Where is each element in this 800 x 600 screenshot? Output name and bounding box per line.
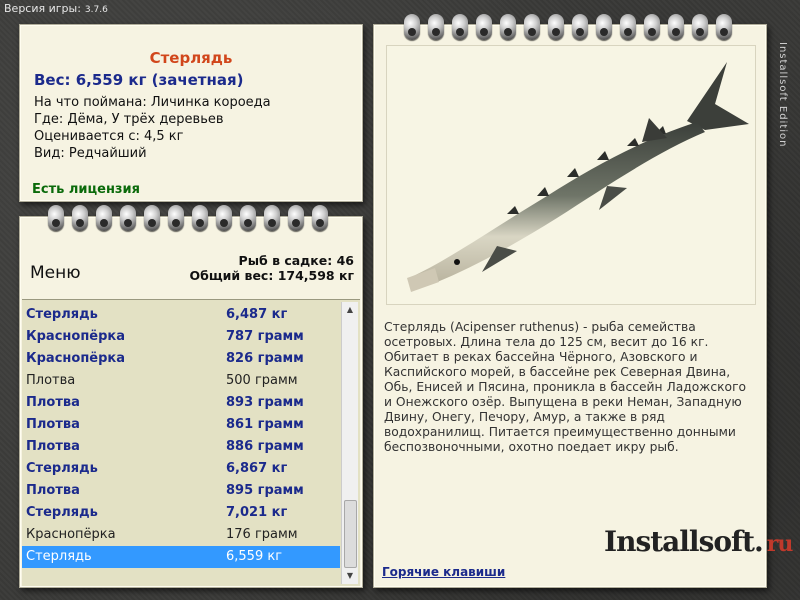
fish-weight: Вес: 6,559 кг (зачетная) bbox=[34, 71, 244, 89]
list-item[interactable] bbox=[22, 370, 340, 392]
fish-list[interactable] bbox=[22, 299, 360, 586]
spiral-ring-icon bbox=[548, 14, 564, 40]
spiral-ring-icon bbox=[620, 14, 636, 40]
list-item-selected[interactable] bbox=[22, 546, 340, 568]
list-item-name: Плотва bbox=[26, 483, 80, 498]
spiral-ring-icon bbox=[288, 205, 304, 231]
brand-name: Installsoft. bbox=[604, 525, 763, 558]
version-number: 3.7.6 bbox=[84, 5, 108, 15]
list-item-name: Плотва bbox=[26, 373, 76, 388]
list-item-weight: 886 грамм bbox=[226, 439, 304, 454]
list-item[interactable] bbox=[22, 348, 340, 370]
fish-kind: Вид: Редчайший bbox=[34, 146, 147, 161]
fish-title: Стерлядь bbox=[149, 49, 233, 67]
menu-card bbox=[19, 216, 363, 588]
list-item-name: Краснопёрка bbox=[26, 329, 126, 344]
menu-title: Меню bbox=[30, 263, 81, 283]
total-weight: Общий вес: 174,598 кг bbox=[189, 268, 354, 283]
spiral-ring-icon bbox=[500, 14, 516, 40]
fish-value: Оценивается с: 4,5 кг bbox=[34, 129, 184, 144]
list-item-name: Стерлядь bbox=[26, 461, 98, 476]
fish-image bbox=[386, 45, 756, 305]
list-item-weight: 787 грамм bbox=[226, 329, 304, 344]
spiral-ring-icon bbox=[524, 14, 540, 40]
list-item-weight: 861 грамм bbox=[226, 417, 304, 432]
spiral-ring-icon bbox=[428, 14, 444, 40]
spiral-ring-icon bbox=[120, 205, 136, 231]
list-item[interactable] bbox=[22, 436, 340, 458]
list-item-name: Стерлядь bbox=[26, 505, 98, 520]
fish-info-card bbox=[19, 24, 363, 202]
fish-location: Где: Дёма, У трёх деревьев bbox=[34, 112, 224, 127]
scroll-up-arrow-icon[interactable]: ▲ bbox=[342, 302, 358, 318]
fish-bait: На что поймана: Личинка короеда bbox=[34, 95, 271, 110]
spiral-ring-icon bbox=[692, 14, 708, 40]
spiral-ring-icon bbox=[596, 14, 612, 40]
spiral-ring-icon bbox=[572, 14, 588, 40]
spiral-ring-icon bbox=[312, 205, 328, 231]
brand-tld: ru bbox=[766, 531, 793, 557]
list-item-name: Стерлядь bbox=[26, 549, 92, 564]
list-item-weight: 893 грамм bbox=[226, 395, 304, 410]
list-item-name: Плотва bbox=[26, 395, 80, 410]
list-item-weight: 176 грамм bbox=[226, 527, 298, 542]
scroll-down-arrow-icon[interactable]: ▼ bbox=[342, 568, 358, 584]
fish-description: Стерлядь (Acipenser ruthenus) - рыба семейства осетровых. Длина тела до 125 см, весит до 16 кг. Обитает в реках бассейна Чёрного, Азовского и Каспийского морей, в бассейне рек Северная Двина, Обь, Енисей и Пясина, проникла в бассейн Ладожского и Онежского озёр. Выпущена в реки Неман, Западную Двину, Онегу, Печору, Амур, а также в ряд водохранилищ. Питается преимущественно донными беспозвоночными, охотно поедает икру рыб. bbox=[384, 320, 747, 454]
right-card-spiral bbox=[396, 14, 746, 40]
list-item-name: Плотва bbox=[26, 417, 80, 432]
list-item[interactable] bbox=[22, 524, 340, 546]
spiral-ring-icon bbox=[716, 14, 732, 40]
list-item-weight: 500 грамм bbox=[226, 373, 298, 388]
catch-stats bbox=[190, 253, 355, 283]
list-item-name: Стерлядь bbox=[26, 307, 98, 322]
version-label bbox=[4, 2, 108, 15]
list-item[interactable] bbox=[22, 392, 340, 414]
edition-side-text: Installsoft Edition bbox=[777, 42, 788, 148]
spiral-ring-icon bbox=[644, 14, 660, 40]
list-item-weight: 7,021 кг bbox=[226, 505, 288, 520]
list-item-name: Краснопёрка bbox=[26, 527, 116, 542]
spiral-ring-icon bbox=[72, 205, 88, 231]
spiral-ring-icon bbox=[240, 205, 256, 231]
list-item[interactable] bbox=[22, 458, 340, 480]
license-status: Есть лицензия bbox=[32, 182, 140, 197]
spiral-ring-icon bbox=[404, 14, 420, 40]
spiral-ring-icon bbox=[168, 205, 184, 231]
list-item-name: Краснопёрка bbox=[26, 351, 126, 366]
menu-card-spiral bbox=[40, 205, 340, 231]
list-item-weight: 895 грамм bbox=[226, 483, 304, 498]
list-item-weight: 6,487 кг bbox=[226, 307, 288, 322]
spiral-ring-icon bbox=[96, 205, 112, 231]
sterlet-fish-icon bbox=[387, 46, 755, 304]
list-item-weight: 6,867 кг bbox=[226, 461, 288, 476]
spiral-ring-icon bbox=[192, 205, 208, 231]
list-item[interactable] bbox=[22, 304, 340, 326]
version-text: Версия игры: bbox=[4, 2, 81, 15]
list-item[interactable] bbox=[22, 414, 340, 436]
list-scrollbar[interactable] bbox=[341, 302, 358, 584]
installsoft-logo bbox=[604, 525, 792, 558]
spiral-ring-icon bbox=[216, 205, 232, 231]
hotkeys-link[interactable]: Горячие клавиши bbox=[382, 565, 506, 579]
spiral-ring-icon bbox=[264, 205, 280, 231]
list-item-name: Плотва bbox=[26, 439, 80, 454]
spiral-ring-icon bbox=[476, 14, 492, 40]
list-item-weight: 826 грамм bbox=[226, 351, 304, 366]
list-item-weight: 6,559 кг bbox=[226, 549, 283, 564]
fish-count: Рыб в садке: 46 bbox=[238, 253, 354, 268]
spiral-ring-icon bbox=[452, 14, 468, 40]
scrollbar-thumb[interactable] bbox=[344, 500, 357, 568]
spiral-ring-icon bbox=[668, 14, 684, 40]
spiral-ring-icon bbox=[144, 205, 160, 231]
list-item[interactable] bbox=[22, 480, 340, 502]
spiral-ring-icon bbox=[48, 205, 64, 231]
list-item[interactable] bbox=[22, 326, 340, 348]
list-item[interactable] bbox=[22, 502, 340, 524]
